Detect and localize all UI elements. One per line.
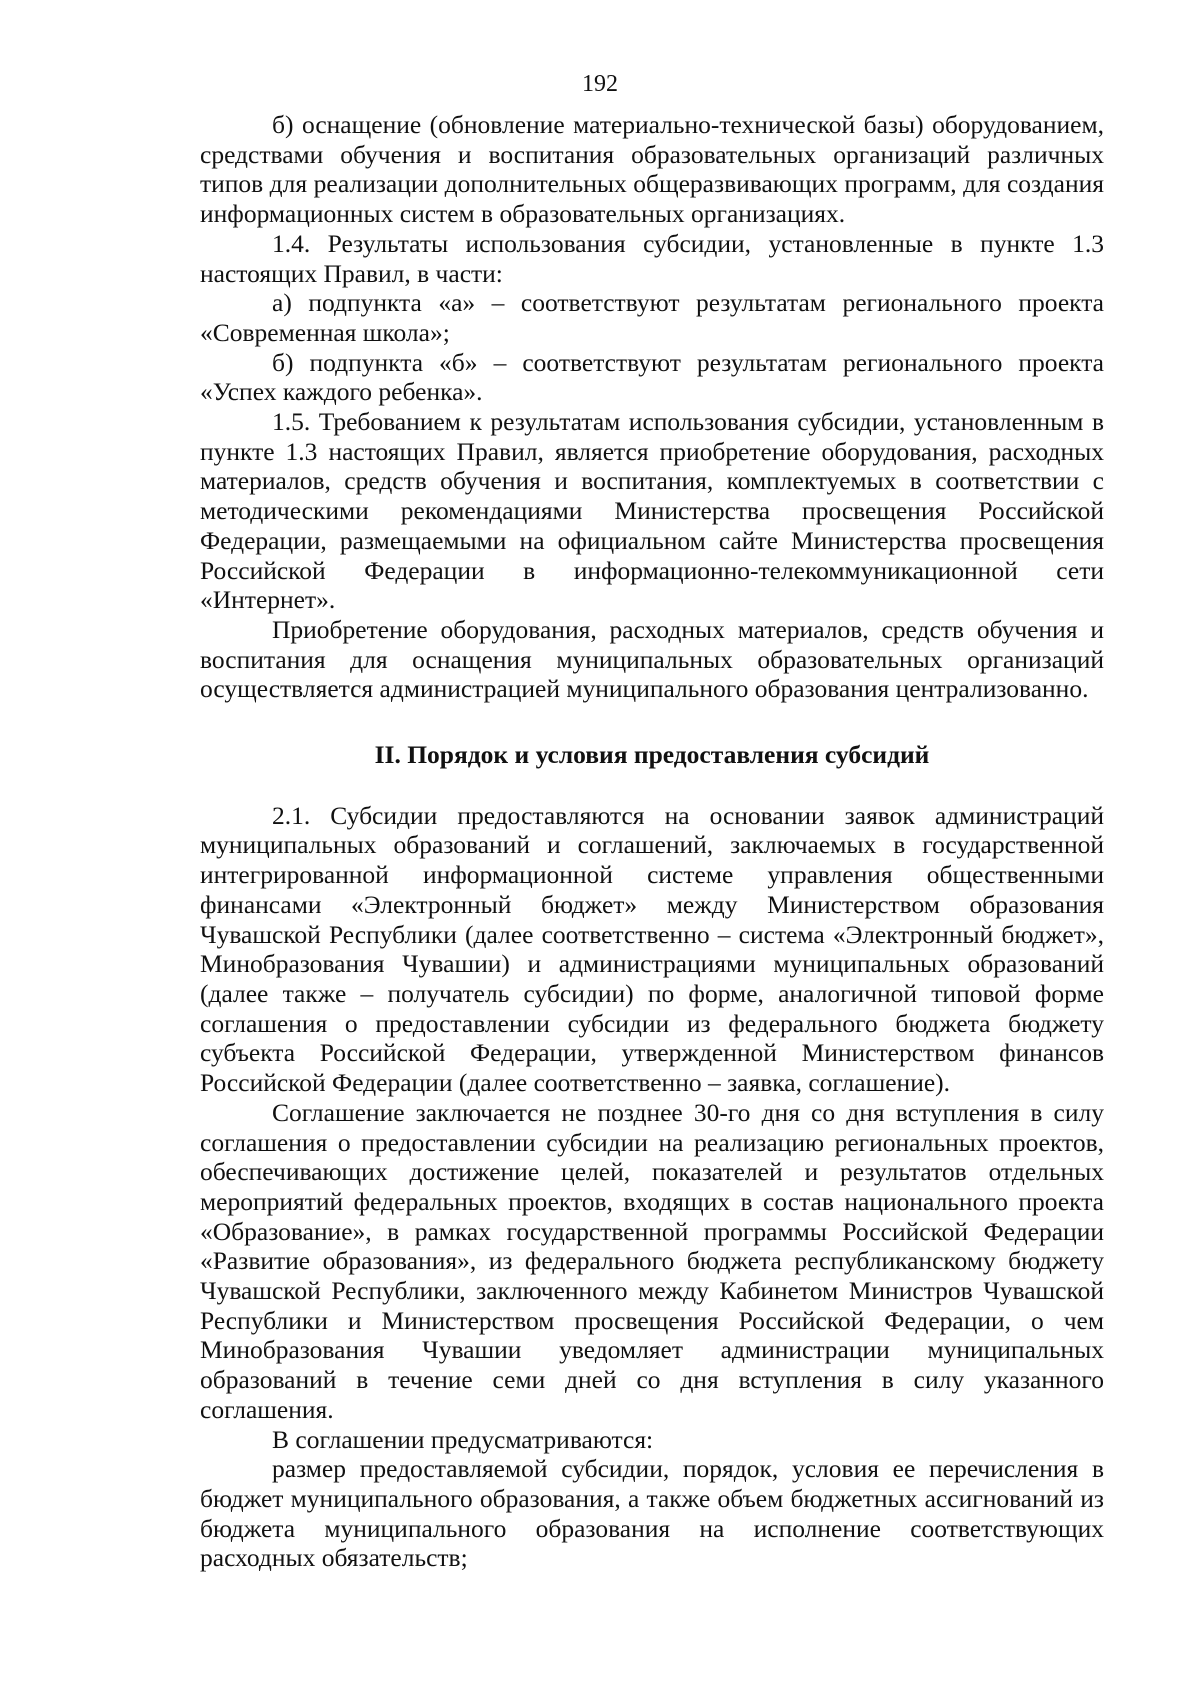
document-body	[200, 110, 1104, 1573]
paragraph-2-1: 2.1. Субсидии предоставляются на основании заявок администраций муниципальных образований и соглашений, заключаемых в государственной интегрированной информационной системе управления общественными финансами «Электронный бюджет» между Министерством образования Чувашской Республики (далее соответственно – система «Электронный бюджет», Минобразования Чувашии) и администрациями муниципальных образований (далее также – получатель субсидии) по форме, аналогичной типовой форме соглашения о предоставлении субсидии из федерального бюджета бюджету субъекта Российской Федерации, утвержденной Министерством финансов Российской Федерации (далее соответственно – заявка, соглашение).	[200, 800, 1104, 1098]
page-number: 192	[582, 71, 618, 97]
paragraph-subitem-a: а) подпункта «а» – соответствуют результатам регионального проекта «Современная школа»;	[200, 288, 1104, 347]
paragraph-agreement-provisions: В соглашении предусматриваются:	[272, 1424, 654, 1454]
paragraph-equipment: б) оснащение (обновление материально-технической базы) оборудованием, средствами обучения и воспитания образовательных организаций различных типов для реализации дополнительных общеразвивающих программ, для создания информационных систем в образовательных организациях.	[200, 110, 1104, 229]
paragraph-1-5: 1.5. Требованием к результатам использования субсидии, установленным в пункте 1.3 настоящих Правил, является приобретение оборудования, расходных материалов, средств обучения и воспитания, комплектуемых в соответствии с методическими рекомендациями Министерства просвещения Российской Федерации, размещаемыми на официальном сайте Министерства просвещения Российской Федерации в информационно-телекоммуникационной сети «Интернет».	[200, 407, 1104, 615]
paragraph-acquisition: Приобретение оборудования, расходных материалов, средств обучения и воспитания для оснащения муниципальных образовательных организаций осуществляется администрацией муниципального образования централизованно.	[200, 614, 1104, 704]
section-heading: II. Порядок и условия предоставления субсидий	[374, 740, 930, 770]
paragraph-subsidy-amount: размер предоставляемой субсидии, порядок, условия ее перечисления в бюджет муниципального образования, а также объем бюджетных ассигнований из бюджета муниципального образования на исполнение соответствующих расходных обязательств;	[200, 1454, 1104, 1573]
paragraph-1-4: 1.4. Результаты использования субсидии, установленные в пункте 1.3 настоящих Правил, в части:	[200, 228, 1104, 288]
paragraph-subitem-b: б) подпункта «б» – соответствуют результатам регионального проекта «Успех каждого ребенка».	[200, 347, 1104, 407]
paragraph-agreement-deadline: Соглашение заключается не позднее 30-го дня со дня вступления в силу соглашения о предоставлении субсидии на реализацию региональных проектов, обеспечивающих достижение целей, показателей и результатов отдельных мероприятий федеральных проектов, входящих в состав национального проекта «Образование», в рамках государственной программы Российской Федерации «Развитие образования», из федерального бюджета республиканскому бюджету Чувашской Республики, заключенного между Кабинетом Министров Чувашской Республики и Министерством просвещения Российской Федерации, о чем Минобразования Чувашии уведомляет администрации муниципальных образований в течение семи дней со дня вступления в силу указанного соглашения.	[200, 1097, 1104, 1424]
